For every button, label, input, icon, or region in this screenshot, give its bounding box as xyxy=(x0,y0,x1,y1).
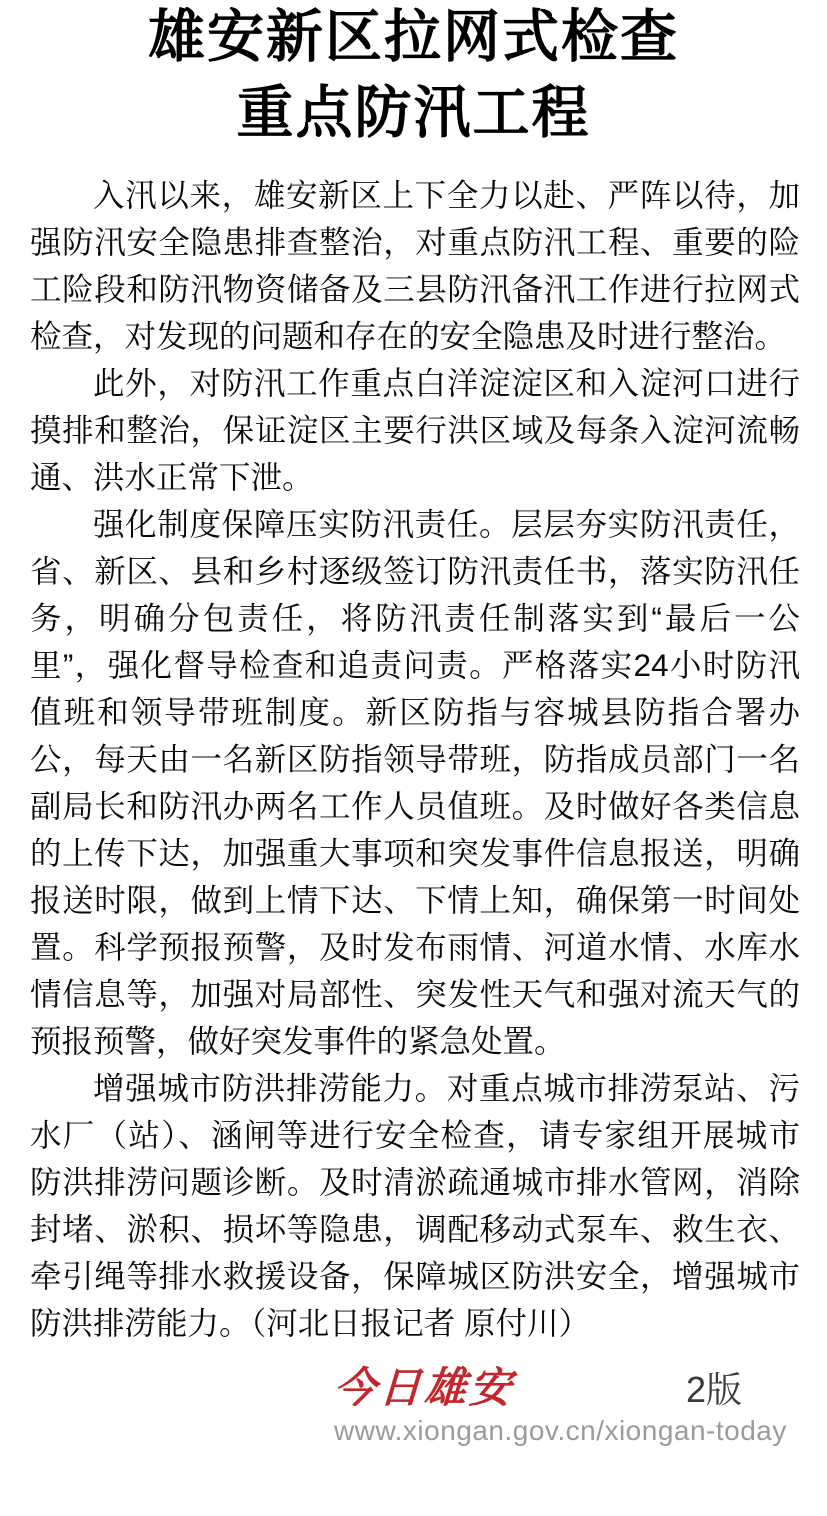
footer-top-row xyxy=(334,1366,742,1412)
article-paragraph: 增强城市防洪排涝能力。对重点城市排涝泵站、污水厂（站）、涵闸等进行安全检查，请专家组开展城市防洪排涝问题诊断。及时清淤疏通城市排水管网，消除封堵、淤积、损坏等隐患，调配移动式泵车、救生衣、牵引绳等排水救援设备，保障城区防洪安全，增强城市防洪排涝能力。（河北日报记者 原付川） xyxy=(30,1070,800,1341)
website-url: www.xiongan.gov.cn/xiongan-today xyxy=(334,1415,787,1446)
article-paragraph: 入汛以来，雄安新区上下全力以赴、严阵以待，加强防汛安全隐患排查整治，对重点防汛工程、重要的险工险段和防汛物资储备及三县防汛备汛工作进行拉网式检查，对发现的问题和存在的安全隐患及时进行整治。 xyxy=(30,177,800,354)
article-headline xyxy=(0,0,827,152)
article-body xyxy=(30,172,800,1347)
article-paragraph: 强化制度保障压实防汛责任。层层夯实防汛责任，省、新区、县和乡村逐级签订防汛责任书，落实防汛任务，明确分包责任，将防汛责任制落实到“最后一公里”，强化督导检查和追责问责。严格落实24小时防汛值班和领导带班制度。新区防指与容城县防指合署办公，每天由一名新区防指领导带班，防指成员部门一名副局长和防汛办两名工作人员值班。及时做好各类信息的上传下达，加强重大事项和突发事件信息报送，明确报送时限，做到上情下达、下情上知，确保第一时间处置。科学预报预警，及时发布雨情、河道水情、水库水情信息等，加强对局部性、突发性天气和强对流天气的预报预警，做好突发事件的紧急处置。 xyxy=(30,506,800,1059)
headline-line-2: 重点防汛工程 xyxy=(236,82,591,145)
publication-logo: 今日雄安 xyxy=(332,1366,516,1412)
headline-line-1: 雄安新区拉网式检查 xyxy=(148,6,679,69)
page-footer xyxy=(332,1366,787,1447)
page-number-label: 2版 xyxy=(685,1369,742,1410)
article-paragraph: 此外，对防汛工作重点白洋淀淀区和入淀河口进行摸排和整治，保证淀区主要行洪区域及每条入淀河流畅通、洪水正常下泄。 xyxy=(30,365,800,495)
